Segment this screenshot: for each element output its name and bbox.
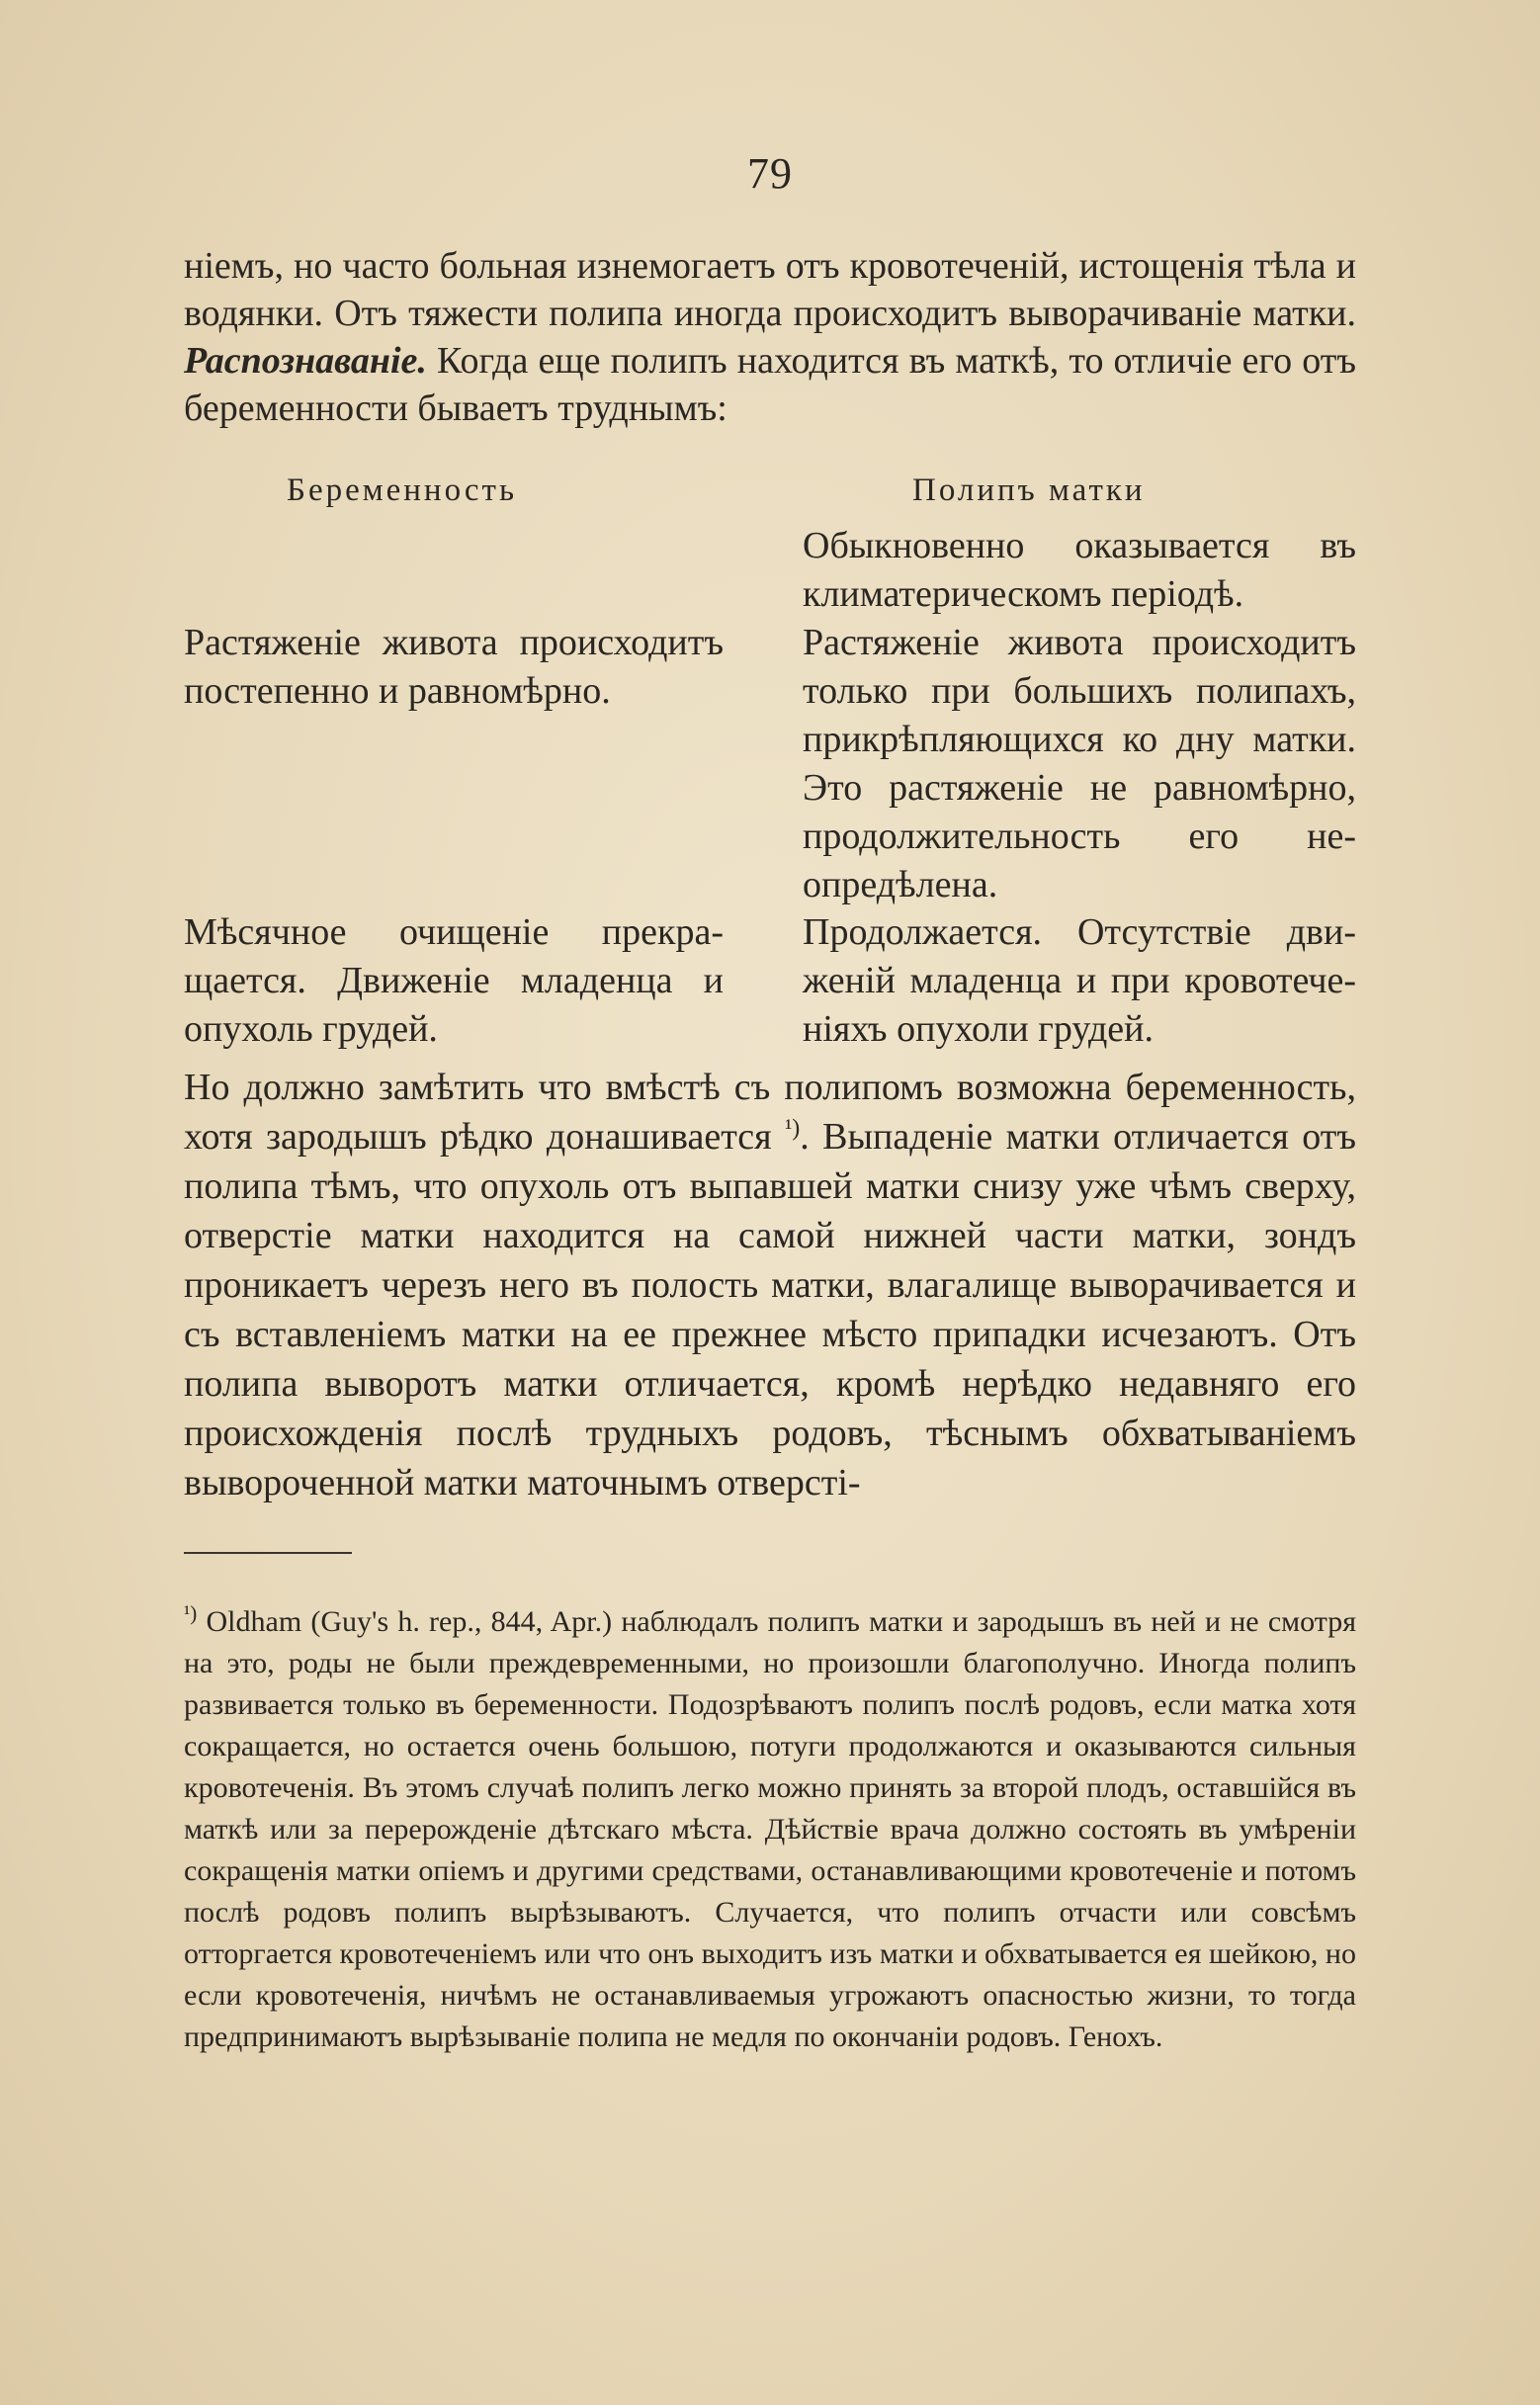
intro-text-after: Когда еще полипъ находится въ маткѣ, то отличіе его отъ беременности бываетъ труднымъ: <box>184 340 1356 429</box>
left-column-heading: Беременность <box>287 472 518 508</box>
main-paragraph <box>184 1063 1356 1507</box>
right-column-heading: Полипъ матки <box>912 472 1146 508</box>
left-column-row-2: Мѣсячное очищеніе прекращается. Движеніе младенца и опухоль грудей. <box>184 911 724 1050</box>
footnote-separator <box>184 1552 352 1554</box>
intro-text-before: ніемъ, но часто больная изнемогаетъ отъ кровотеченій, истощенія тѣла и водянки. Отъ тяжести полипа иногда происходитъ выворачиваніе матки. <box>184 245 1356 334</box>
intro-emphasis: Распознаваніе. <box>184 340 427 382</box>
right-column-intro: Обыкновенно оказывается въ климатерическомъ періодѣ. <box>803 525 1356 615</box>
main-paragraph-text-before: Но должно замѣтить что вмѣстѣ съ полипомъ возможна беременность, хотя зародышъ рѣдко донашивается <box>184 1067 1356 1158</box>
main-paragraph-text-after: . Выпаденіе матки отличается отъ полипа тѣмъ, что опухоль отъ выпавшей матки снизу уже чѣмъ сверху, отверстіе матки находится на самой нижней части матки, зондъ проникаетъ черезъ него въ полость матки, влагалище выворачивается и съ вставленіемъ матки на ее прежнее мѣсто припадки исчезаютъ. Отъ полипа выворотъ матки отличается, кромѣ нерѣдко недавняго его происхожденія послѣ трудныхъ родовъ, тѣснымъ обхватываніемъ вывороченной матки маточнымъ отверсті- <box>184 1116 1356 1503</box>
page-number: 79 <box>747 149 793 198</box>
footnote <box>184 1601 1356 2058</box>
intro-paragraph <box>184 242 1356 432</box>
left-column-row-1: Растяженіе живота происходитъ постепенно и равномѣрно. <box>184 622 724 712</box>
right-column-row-1: Растяженіе живота происходитъ только при большихъ полипахъ, прикрѣпляющихся ко дну матки. Это растяженіе не равномѣрно, продолжительность его неопредѣлена. <box>803 622 1356 905</box>
footnote-text: Oldham (Guy's h. rep., 844, Apr.) наблюдалъ полипъ матки и зародышъ въ ней и не смотря на это, роды не были преждевременными, но произошли благополучно. Иногда полипъ развивается только въ беременности. Подозрѣваютъ полипъ послѣ родовъ, если матка хотя сокращается, но остается очень большою, потуги продолжаются и оказываются сильныя кровотеченія. Въ этомъ случаѣ полипъ легко можно принять за второй плодъ, оставшійся въ маткѣ или за перерожденіе дѣтскаго мѣста. Дѣйствіе врача должно состоять въ умѣреніи сокращенія матки опіемъ и другими средствами, останавливающими кровотеченіе и потомъ послѣ родовъ полипъ вырѣзываютъ. Случается, что полипъ отчасти или совсѣмъ отторгается кровотеченіемъ или что онъ выходитъ изъ матки и обхватывается ея шейкою, но если кровотеченія, ничѣмъ не останавливаемыя угрожаютъ опасностью жизни, то тогда предпринимаютъ вырѣзываніе полипа не медля по окончаніи родовъ. Генохъ. <box>184 1605 1356 2053</box>
right-column-row-2: Продолжается. Отсутствіе движеній младенца и при кровотеченіяхъ опухоли грудей. <box>803 911 1356 1050</box>
footnote-reference: ¹) <box>785 1115 801 1142</box>
footnote-marker: ¹) <box>184 1601 198 1625</box>
